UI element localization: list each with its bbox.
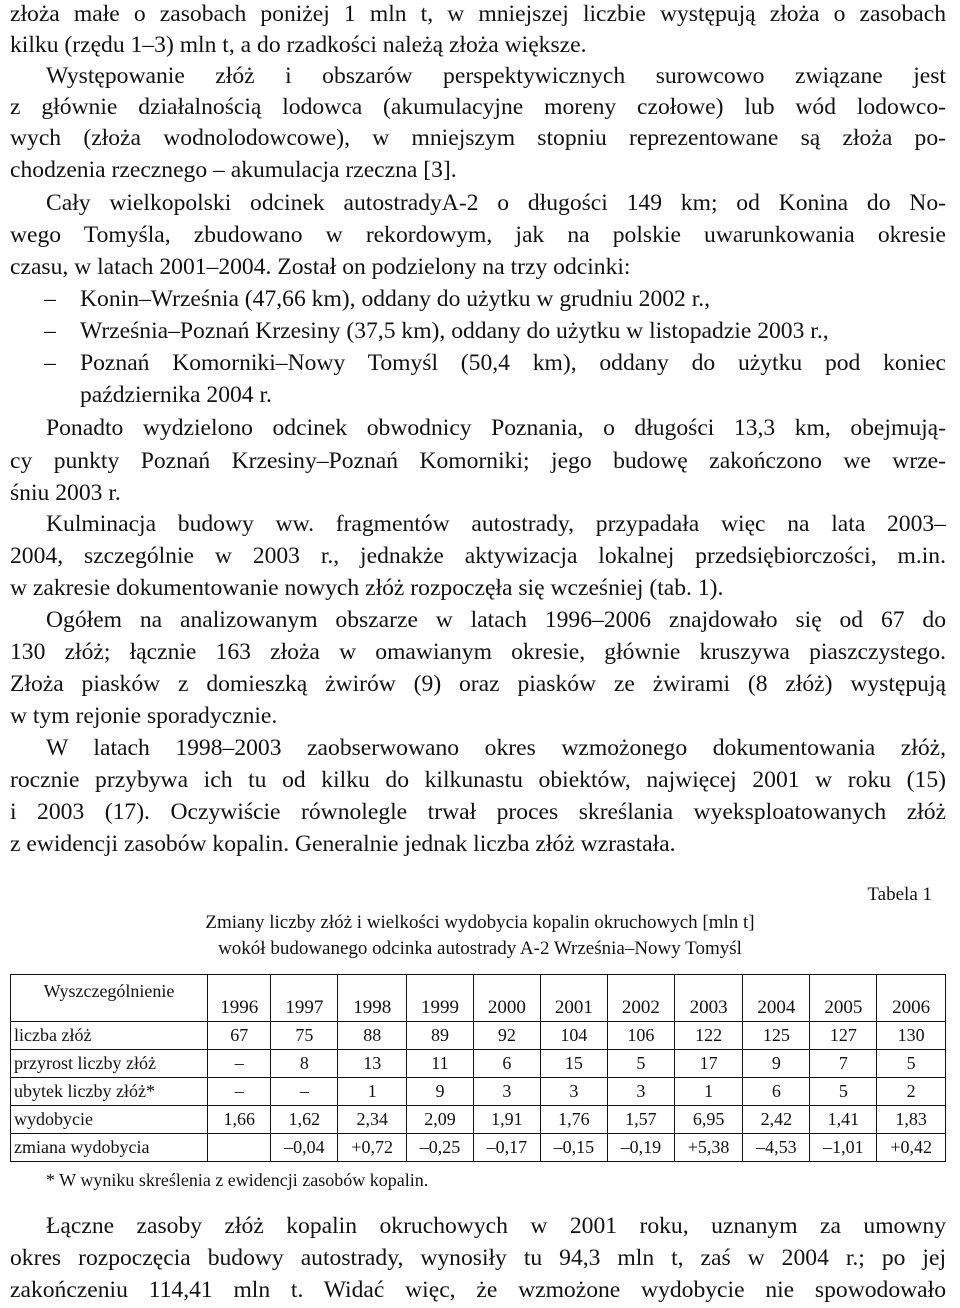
text-line: zakończeniu 114,41 mln t. Widać więc, że wzmożone wydobycie nie spowodowało (10, 1277, 946, 1303)
table-cell: 3 (473, 1078, 540, 1106)
text-line: w tym rejonie sporadycznie. (10, 703, 278, 729)
text-line: z ewidencji zasobów kopalin. Generalnie jednak liczba złóż wzrastała. (10, 831, 676, 857)
text-line: chodzenia rzecznego – akumulacja rzeczna [3]. (10, 157, 457, 183)
text-line: czasu, w latach 2001–2004. Został on podzielony na trzy odcinki: (10, 254, 631, 280)
list-item-text: Konin–Września (47,66 km), oddany do użytku w grudniu 2002 r., (80, 286, 711, 312)
text-line: Występowanie złóż i obszarów perspektywicznych surowcowo związane jest (46, 63, 946, 89)
dash-bullet: – (44, 286, 56, 312)
table-cell: 5 (810, 1078, 877, 1106)
text-line: z głównie działalnością lodowca (akumulacyjne moreny czołowe) lub wód lodowco- (10, 94, 946, 120)
table-cell: 92 (473, 1022, 540, 1050)
list-item (10, 348, 946, 379)
table-cell: – (208, 1078, 271, 1106)
list-item-text: Poznań Komorniki–Nowy Tomyśl (50,4 km), oddany do użytku pod koniec (80, 350, 946, 376)
text-line: okres rozpoczęcia budowy autostrady, wynosiły tu 94,3 mln t, zaś w 2004 r.; po jej (10, 1245, 946, 1271)
table-row-label: zmiana wydobycia (11, 1134, 208, 1162)
table-year-cell: 1999 (406, 975, 473, 1022)
text-line: W latach 1998–2003 zaobserwowano okres wzmożonego dokumentowania złóż, (46, 735, 946, 761)
table-year-cell: 1996 (208, 975, 271, 1022)
table-row-label: ubytek liczby złóż* (11, 1078, 208, 1106)
table-cell: 15 (540, 1050, 607, 1078)
table-row (11, 1022, 946, 1050)
text-line: złoża małe o zasobach poniżej 1 mln t, w mniejszej liczbie występują złoża o zasobach (10, 1, 946, 27)
text-line: Ponadto wydzielono odcinek obwodnicy Poznania, o długości 13,3 km, obejmują- (46, 415, 946, 441)
table-cell: 127 (810, 1022, 877, 1050)
table-cell: –1,01 (810, 1134, 877, 1162)
table-cell: 11 (406, 1050, 473, 1078)
text-line: cy punkty Poznań Krzesiny–Poznań Komorniki; jego budowę zakończono we wrze- (10, 448, 946, 474)
text-line: 2004, szczególnie w 2003 r., jednakże aktywizacja lokalnej przedsiębiorczości, m.in. (10, 543, 946, 569)
table-cell: – (208, 1050, 271, 1078)
text-line: wych (złoża wodnolodowcowe), w mniejszym stopniu reprezentowane są złoża po- (10, 125, 946, 151)
text-line: rocznie przybywa ich tu od kilku do kilkunastu obiektów, najwięcej 2001 w roku (15) (10, 767, 946, 793)
table-cell (208, 1134, 271, 1162)
table-cell: 2,42 (743, 1106, 810, 1134)
table-cell: 9 (406, 1078, 473, 1106)
table-cell: 1,57 (607, 1106, 674, 1134)
table-caption-line: Zmiany liczby złóż i wielkości wydobycia kopalin okruchowych [mln t] (205, 912, 755, 933)
table-cell: 8 (271, 1050, 338, 1078)
table-cell: 1,66 (208, 1106, 271, 1134)
table-year-cell: 1997 (271, 975, 338, 1022)
table-cell: 5 (877, 1050, 946, 1078)
text-line: w zakresie dokumentowanie nowych złóż rozpoczęła się wcześniej (tab. 1). (10, 575, 724, 601)
table-cell: 130 (877, 1022, 946, 1050)
table-year-cell: 1998 (338, 975, 407, 1022)
text-line: wego Tomyśla, zbudowano w rekordowym, jak na polskie uwarunkowania okresie (10, 222, 946, 248)
text-line: Kulminacja budowy ww. fragmentów autostrady, przypadała więc na lata 2003– (46, 511, 946, 537)
table-year-cell: 2003 (674, 975, 743, 1022)
table-cell: 2,34 (338, 1106, 407, 1134)
table-cell: 3 (540, 1078, 607, 1106)
table-cell: 89 (406, 1022, 473, 1050)
text-line: kilku (rzędu 1–3) mln t, a do rzadkości należą złoża większe. (10, 32, 587, 58)
table-year-cell: 2000 (473, 975, 540, 1022)
table-cell: 13 (338, 1050, 407, 1078)
list-item (10, 284, 946, 315)
data-table (10, 974, 946, 1162)
table-cell: 9 (743, 1050, 810, 1078)
table-cell: 7 (810, 1050, 877, 1078)
table-footnote: * W wyniku skreślenia z ewidencji zasobów kopalin. (46, 1170, 429, 1190)
table-cell: 122 (674, 1022, 743, 1050)
table-cell: –0,15 (540, 1134, 607, 1162)
table-cell: –0,17 (473, 1134, 540, 1162)
text-line: Ogółem na analizowanym obszarze w latach 1996–2006 znajdowało się od 67 do (46, 607, 946, 633)
table-cell: 1,62 (271, 1106, 338, 1134)
table-year-cell: 2004 (743, 975, 810, 1022)
text-line: Złoża piasków z domieszką żwirów (9) oraz piasków ze żwirami (8 złóż) występują (10, 671, 946, 697)
table-row (11, 1106, 946, 1134)
table-row-label: przyrost liczby złóż (11, 1050, 208, 1078)
table-header-row (11, 975, 946, 1022)
table-row (11, 1078, 946, 1106)
text-line: Łączne zasoby złóż kopalin okruchowych w 2001 roku, uznanym za umowny (46, 1213, 946, 1239)
table-cell: 5 (607, 1050, 674, 1078)
table-cell: 3 (607, 1078, 674, 1106)
table-cell: 67 (208, 1022, 271, 1050)
table-row (11, 1050, 946, 1078)
table-cell: 1,83 (877, 1106, 946, 1134)
table-cell: +0,42 (877, 1134, 946, 1162)
table-year-cell: 2005 (810, 975, 877, 1022)
table-label: Tabela 1 (867, 884, 932, 905)
table-row (11, 1134, 946, 1162)
table-cell: 1,41 (810, 1106, 877, 1134)
table-cell: 75 (271, 1022, 338, 1050)
table-cell: 1 (674, 1078, 743, 1106)
table-cell: 2 (877, 1078, 946, 1106)
list-item (10, 316, 946, 347)
table-cell: –0,19 (607, 1134, 674, 1162)
table-cell: 88 (338, 1022, 407, 1050)
text-line: śniu 2003 r. (10, 480, 121, 506)
table-cell: 1 (338, 1078, 407, 1106)
table-caption-line: wokół budowanego odcinka autostrady A-2 Września–Nowy Tomyśl (218, 938, 742, 959)
table-cell: 104 (540, 1022, 607, 1050)
dash-bullet: – (44, 318, 56, 344)
table-cell: 6 (473, 1050, 540, 1078)
table-row-label: liczba złóż (11, 1022, 208, 1050)
list-item-text: Września–Poznań Krzesiny (37,5 km), oddany do użytku w listopadzie 2003 r., (80, 318, 829, 344)
table-cell: 6,95 (674, 1106, 743, 1134)
table-cell: 1,76 (540, 1106, 607, 1134)
text-line: Cały wielkopolski odcinek autostradyA-2 o długości 149 km; od Konina do No- (46, 190, 946, 216)
table-cell: 1,91 (473, 1106, 540, 1134)
text-line: i 2003 (17). Oczywiście równolegle trwał proces skreślania wyeksploatowanych złóż (10, 799, 946, 825)
table-cell: 106 (607, 1022, 674, 1050)
table-cell: –0,25 (406, 1134, 473, 1162)
table-row-label: wydobycie (11, 1106, 208, 1134)
table-cell: –0,04 (271, 1134, 338, 1162)
table-year-cell: 2002 (607, 975, 674, 1022)
list-item-continuation (10, 380, 946, 411)
table-year-cell: 2006 (877, 975, 946, 1022)
text-line: 130 złóż; łącznie 163 złoża w omawianym okresie, głównie kruszywa piaszczystego. (10, 639, 946, 665)
table-cell: – (271, 1078, 338, 1106)
table-cell: +5,38 (674, 1134, 743, 1162)
table-cell: 17 (674, 1050, 743, 1078)
table-header-cell: Wyszczególnienie (11, 975, 208, 1022)
list-item-text: października 2004 r. (80, 382, 272, 408)
table-cell: 2,09 (406, 1106, 473, 1134)
dash-bullet: – (44, 350, 56, 376)
table-cell: –4,53 (743, 1134, 810, 1162)
table-year-cell: 2001 (540, 975, 607, 1022)
table-cell: 125 (743, 1022, 810, 1050)
table-cell: 6 (743, 1078, 810, 1106)
table-cell: +0,72 (338, 1134, 407, 1162)
